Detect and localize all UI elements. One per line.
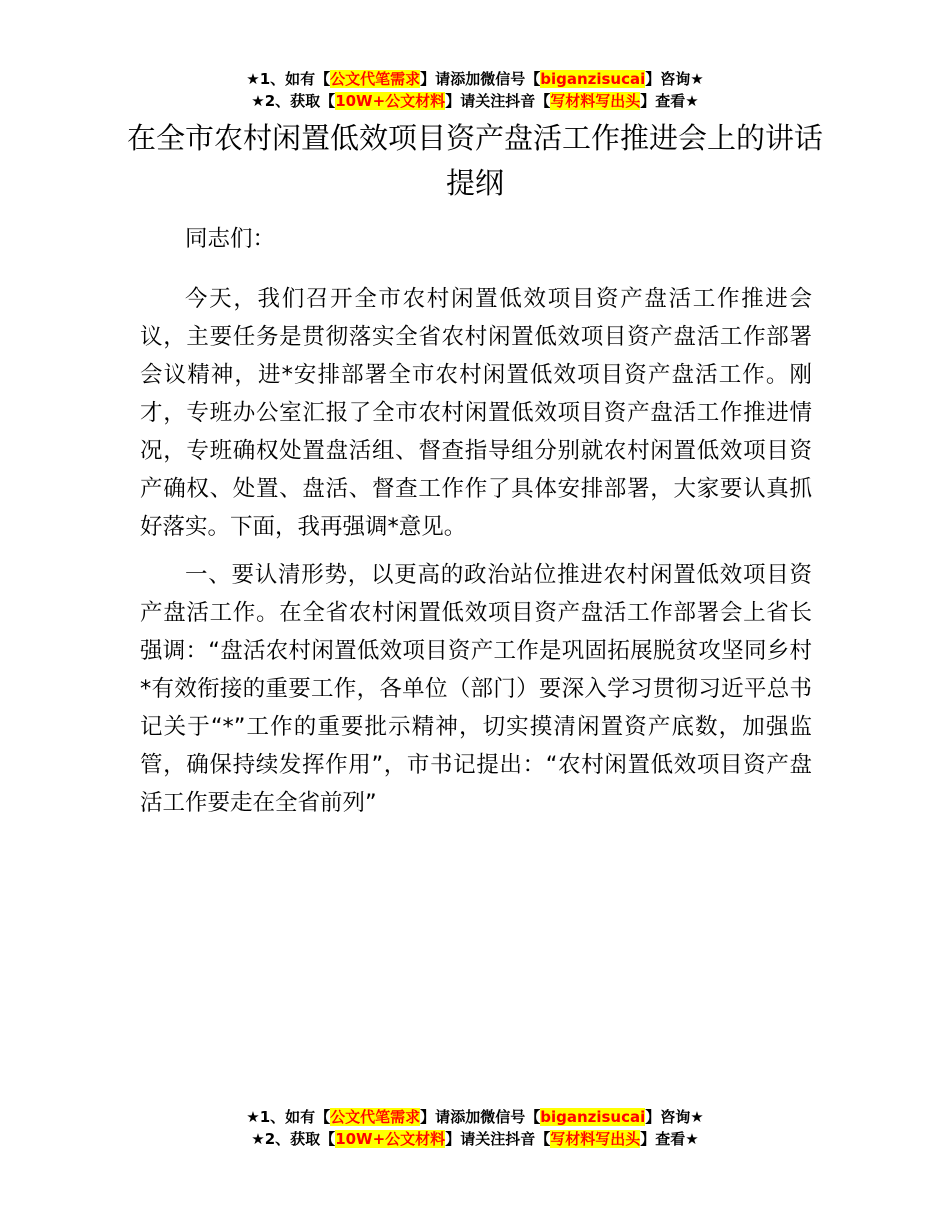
- banner-text: ★1、如有【: [246, 70, 331, 88]
- banner-text: ★1、如有【: [246, 1108, 331, 1126]
- banner-highlight: 10W+公文材料: [335, 1130, 446, 1148]
- banner-emphasis: 添加: [450, 70, 481, 88]
- banner-text: 】请: [445, 92, 476, 110]
- banner-highlight: 写材料写出头: [550, 92, 641, 110]
- salutation: 同志们：: [185, 226, 276, 252]
- document-title: 在全市农村闲置低效项目资产盘活工作推进会上的讲话提纲: [126, 121, 823, 200]
- banner-line-2: [0, 1128, 950, 1150]
- banner-text: 微信号【: [480, 70, 541, 88]
- banner-line-1: [0, 1106, 950, 1128]
- banner-text: 微信号【: [480, 1108, 541, 1126]
- banner-highlight: 公文代笔需求: [330, 1108, 421, 1126]
- banner-line-1: [0, 68, 950, 90]
- banner-text: ★2、获取【: [251, 92, 336, 110]
- document-body: [140, 220, 812, 832]
- paragraph-2: 一、要认清形势，以更高的政治站位推进农村闲置低效项目资产盘活工作。在全省农村闲置低效项目资产盘活工作部署会上省长强调：“盘活农村闲置低效项目资产工作是巩固拓展脱贫攻坚同乡村*有效衔接的重要工作，各单位（部门）要深入学习贯彻习近平总书记关于“*”工作的重要批示精神，切实摸清闲置资产底数，加强监管，确保持续发挥作用”，市书记提出：“农村闲置低效项目资产盘活工作要走在全省前列”: [140, 562, 812, 816]
- banner-highlight: biganzisucai: [540, 70, 646, 88]
- banner-emphasis: 关注: [475, 92, 506, 110]
- banner-highlight: 写材料写出头: [550, 1130, 641, 1148]
- banner-text: 抖音【: [505, 92, 551, 110]
- banner-line-2: [0, 90, 950, 112]
- banner-text: ★2、获取【: [251, 1130, 336, 1148]
- paragraph-1: 今天，我们召开全市农村闲置低效项目资产盘活工作推进会议，主要任务是贯彻落实全省农村闲置低效项目资产盘活工作部署会议精神，进*安排部署全市农村闲置低效项目资产盘活工作。刚才，专班办公室汇报了全市农村闲置低效项目资产盘活工作推进情况，专班确权处置盘活组、督查指导组分别就农村闲置低效项目资产确权、处置、盘活、督查工作作了具体安排部署，大家要认真抓好落实。下面，我再强调*意见。: [140, 286, 812, 540]
- banner-text: 】请: [420, 70, 451, 88]
- banner-text: 抖音【: [505, 1130, 551, 1148]
- banner-emphasis: 关注: [475, 1130, 506, 1148]
- banner-text: 】查看★: [640, 1130, 699, 1148]
- banner-text: 】咨询★: [645, 70, 704, 88]
- banner-highlight: biganzisucai: [540, 1108, 646, 1126]
- banner-text: 】请: [445, 1130, 476, 1148]
- banner-highlight: 公文代笔需求: [330, 70, 421, 88]
- banner-text: 】咨询★: [645, 1108, 704, 1126]
- banner-text: 】请: [420, 1108, 451, 1126]
- header-banner: [0, 68, 950, 112]
- footer-banner: [0, 1106, 950, 1150]
- banner-highlight: 10W+公文材料: [335, 92, 446, 110]
- banner-emphasis: 添加: [450, 1108, 481, 1126]
- banner-text: 】查看★: [640, 92, 699, 110]
